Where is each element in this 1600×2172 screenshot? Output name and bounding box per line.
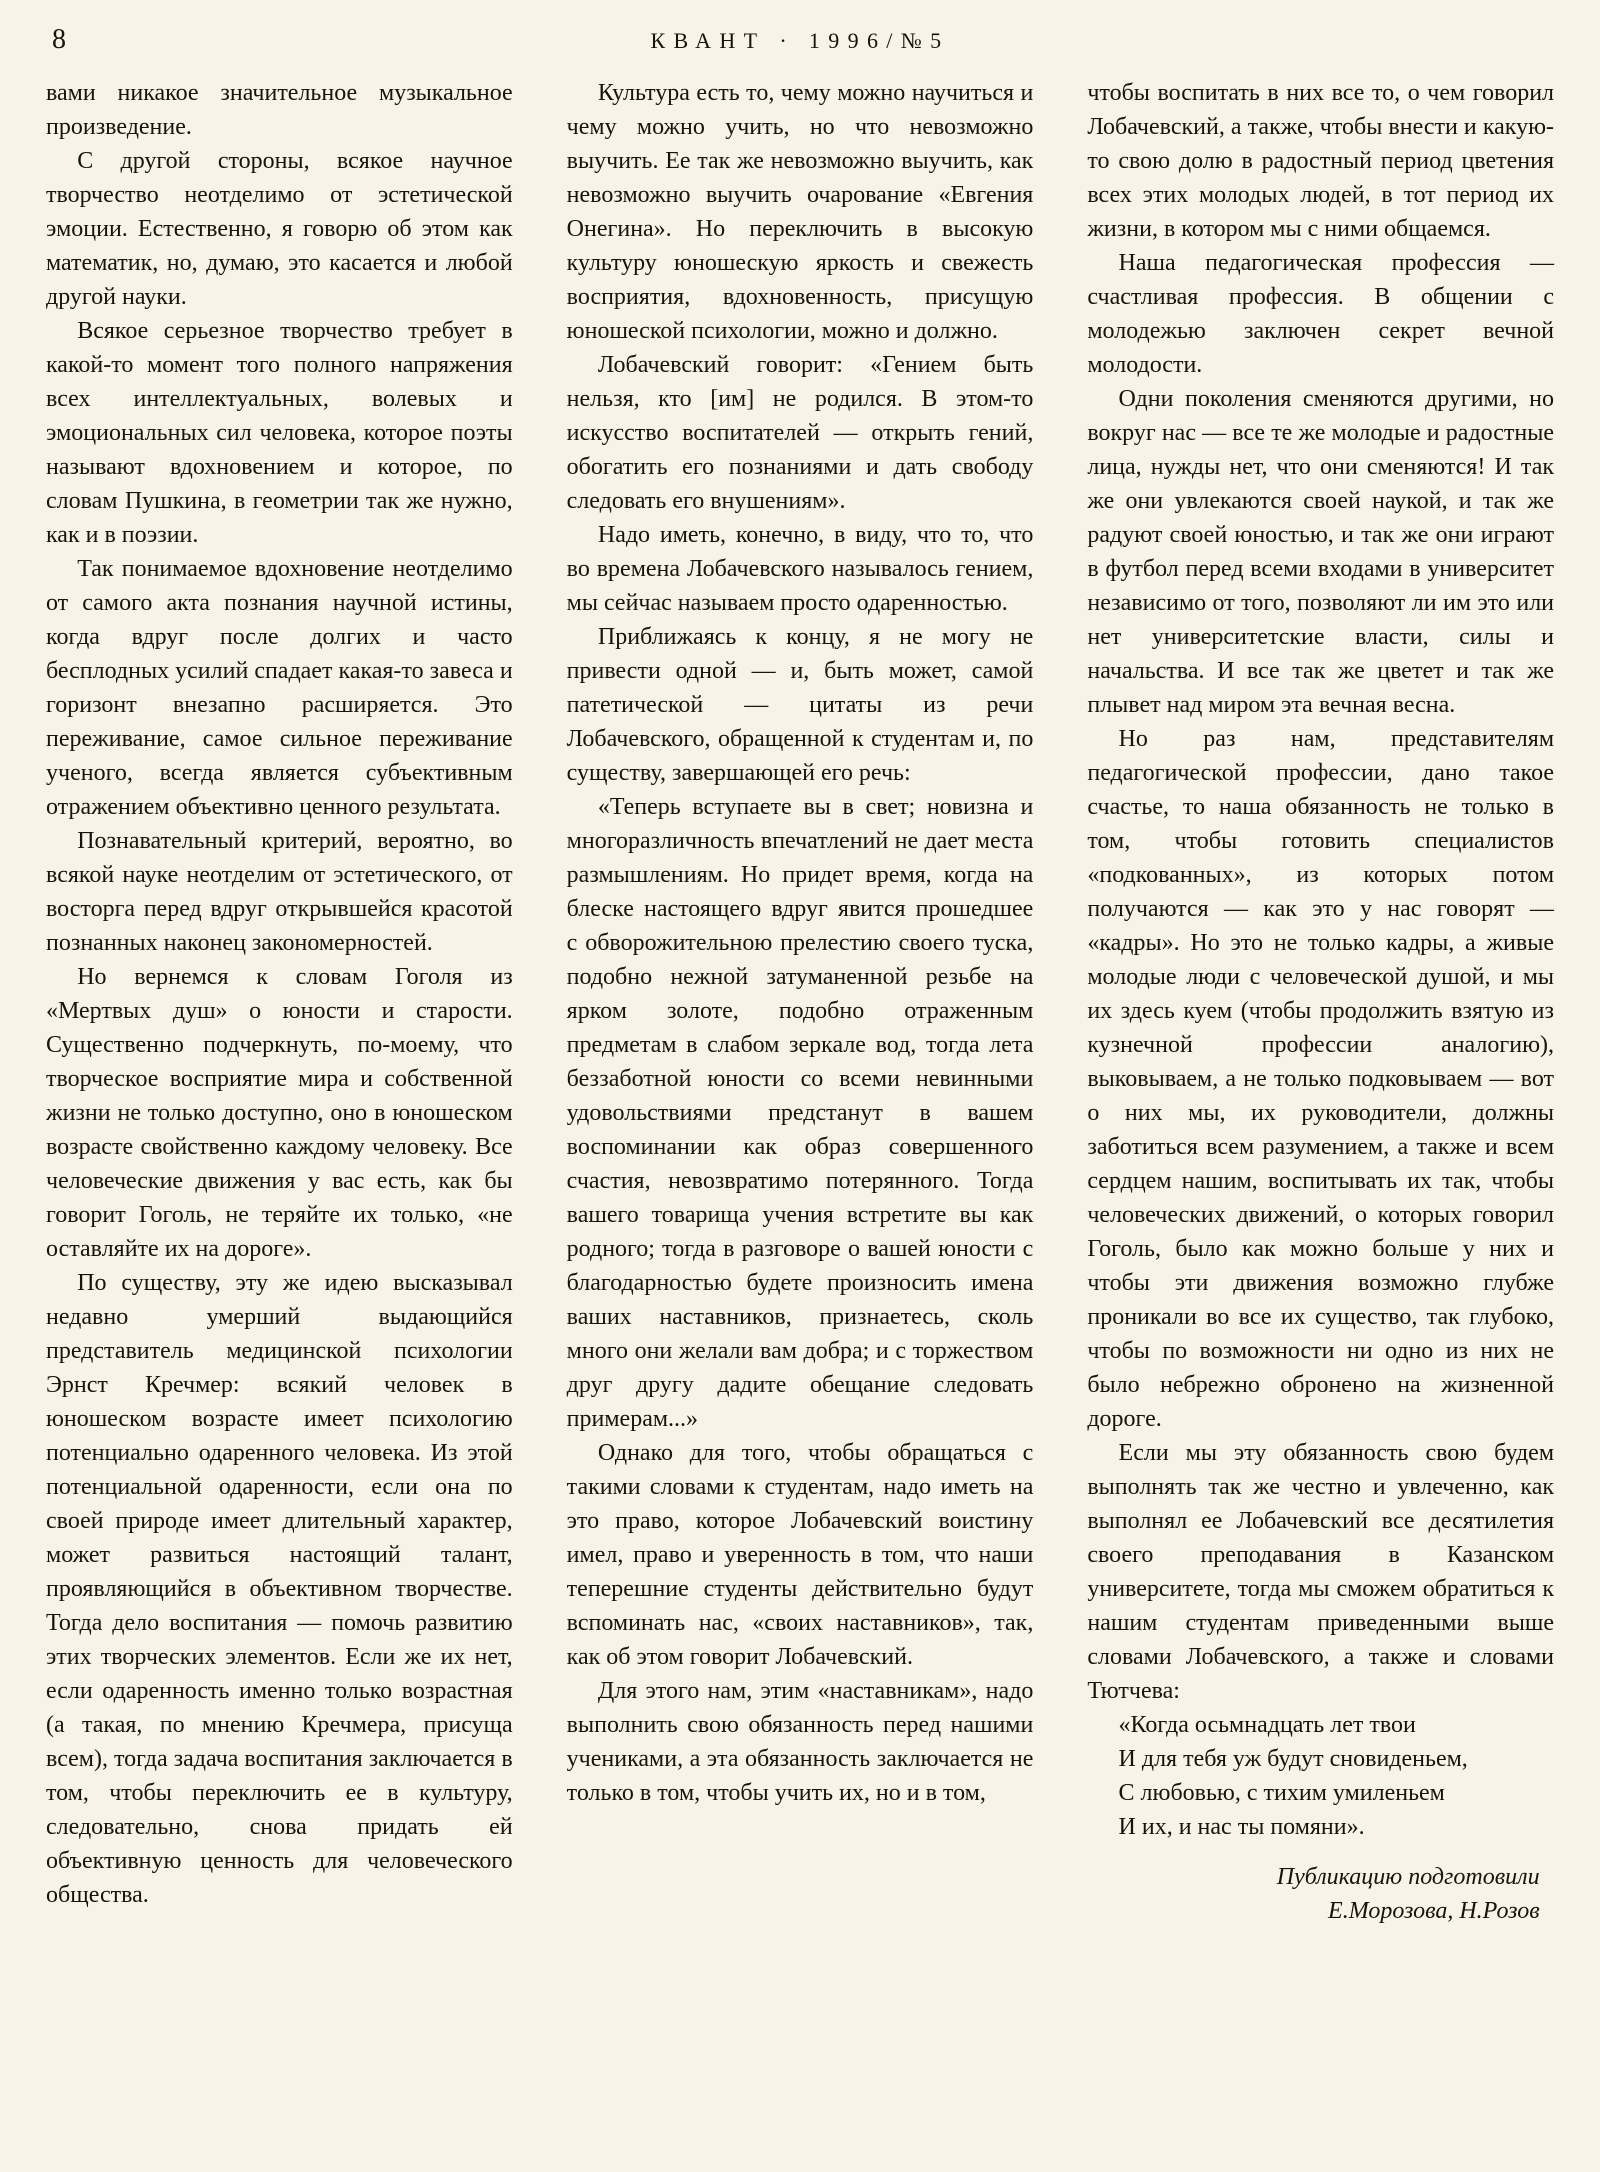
poem-line: С любовью, с тихим умиленьем [1118,1780,1445,1806]
paragraph: Но вернемся к словам Гоголя из «Мертвых душ» о юности и старости. Существенно подчеркнуть, по-моему, что творческое восприятие мира и собственной жизни не только доступно, оно в юношеском возрасте свойственно каждому человеку. Все человеческие движения у вас есть, как бы говорит Гоголь, не теряйте их только, «не оставляйте их на дороге». [46,964,513,1262]
paragraph: Всякое серьезное творчество требует в какой-то момент того полного напряжения всех интеллектуальных, волевых и эмоциональных сил человека, которое поэты называют вдохновением и которое, по словам Пушкина, в геометрии так же нужно, как и в поэзии. [46,318,513,548]
column-3 [1087,76,1554,1928]
paragraph: Для этого нам, этим «наставникам», надо выполнить свою обязанность перед нашими учениками, а эта обязанность заключается не только в том, чтобы учить их, но и в том, [566,1678,1034,1806]
journal-title: КВАНТ · 1996/№5 [650,28,950,53]
paragraph: Однако для того, чтобы обращаться с такими словами к студентам, надо иметь на это право, которое Лобачевский воистину имел, право и уверенность в том, что наши теперешние студенты действительно будут вспоминать нас, «своих наставников», так, как об этом говорит Лобачевский. [566,1440,1034,1670]
article-body [46,76,1554,1928]
paragraph: По существу, эту же идею высказывал недавно умерший выдающийся представитель медицинской психологии Эрнст Кречмер: всякий человек в юношеском возрасте имеет психологию потенциально одаренного человека. Из этой потенциальной одаренности, если она по своей природе имеет длительный характер, может развиться настоящий талант, проявляющийся в объективном творчестве. Тогда дело воспитания — помочь развитию этих творческих элементов. Если же их нет, если одаренность именно только возрастная (а такая, по мнению Кречмера, присуща всем), тогда задача воспитания заключается в том, чтобы переключить ее в культуру, следовательно, снова придать ей объективную ценность для человеческого общества. [46,1270,513,1908]
paragraph: Но раз нам, представителям педагогической профессии, дано такое счастье, то наша обязанность не только в том, чтобы готовить специалистов «подкованных», из которых потом получаются — как это у нас говорят — «кадры». Но это не только кадры, а живые молодые люди с человеческой душой, и мы их здесь куем (чтобы продолжить взятую из кузнечной профессии аналогию), выковываем, а не только подковываем — вот о них мы, их руководители, должны заботиться всем разумением, а также и всем сердцем нашим, воспитывать их так, чтобы человеческих движений, о которых говорил Гоголь, было как можно больше у них и чтобы эти движения возможно глубже проникали во все их существо, так глубоко, чтобы по возможности ни одно из них не было небрежно обронено на жизненной дороге. [1087,726,1555,1432]
poem-quote [1119,1708,1554,1844]
page-number: 8 [52,24,66,55]
column-2 [567,76,1034,1810]
paragraph: «Теперь вступаете вы в свет; новизна и многоразличность впечатлений не дает места размышлениям. Но придет время, когда на блеске настоящего вдруг явится прошедшее с обворожительною прелестию своего туска, подобно нежной затуманенной резьбе на ярком золоте, подобно отраженным предметам в слабом зеркале вод, тогда лета беззаботной юности со всеми невинными удовольствиями предстанут в вашем воспоминании как образ совершенного счастия, невозвратимо потерянного. Тогда вашего товарища учения встретите вы как родного; тогда в разговоре о вашей юности с благодарностью будете произносить имена ваших наставников, признаетесь, сколь много они желали вам добра; и с торжеством друг другу дадите обещание следовать примерам...» [566,794,1034,1432]
paragraph: Одни поколения сменяются другими, но вокруг нас — все те же молодые и радостные лица, нужды нет, что они сменяются! И так же они увлекаются своей наукой, и так же радуют своей юностью, и так же они играют в футбол перед всеми входами в университет независимо от того, позволяют ли им это или нет университетские власти, силы и начальства. И все так же цветет и так же плывет над миром эта вечная весна. [1087,386,1555,718]
paragraph: Приближаясь к концу, я не могу не привести одной — и, быть может, самой патетической — цитаты из речи Лобачевского, обращенной к студентам и, по существу, завершающей его речь: [566,624,1034,786]
paragraph: вами никакое значительное музыкальное произведение. [46,80,513,140]
paragraph: С другой стороны, всякое научное творчество неотделимо от эстетической эмоции. Естественно, я говорю об этом как математик, но, думаю, это касается и любой другой науки. [46,148,513,310]
attribution-line: Публикацию подготовили [1276,1864,1540,1890]
attribution [1087,1860,1554,1928]
paragraph: Лобачевский говорит: «Гением быть нельзя, кто [им] не родился. В этом-то искусство воспитателей — открыть гений, обогатить его познаниями и дать свободу следовать его внушениям». [566,352,1034,514]
column-1 [46,76,513,1912]
paragraph: Так понимаемое вдохновение неотделимо от самого акта познания научной истины, когда вдруг после долгих и часто бесплодных усилий спадает какая-то завеса и горизонт внезапно расширяется. Это переживание, самое сильное переживание ученого, всегда является субъективным отражением объективно ценного результата. [46,556,513,820]
paragraph: Познавательный критерий, вероятно, во всякой науке неотделим от эстетического, от восторга перед вдруг открывшейся красотой познанных наконец закономерностей. [46,828,513,956]
paragraph: Если мы эту обязанность свою будем выполнять так же честно и увлеченно, как выполнял ее Лобачевский все десятилетия своего преподавания в Казанском университете, тогда мы сможем обратиться к нашим студентам приведенными выше словами Лобачевского, а также и словами Тютчева: [1087,1440,1555,1704]
poem-line: И для тебя уж будут сновиденьем, [1118,1746,1468,1772]
page-header [46,22,1554,68]
paragraph: Надо иметь, конечно, в виду, что то, что во времена Лобачевского называлось гением, мы сейчас называем просто одаренностью. [566,522,1034,616]
poem-line: И их, и нас ты помяни». [1118,1814,1365,1840]
poem-line: «Когда осьмнадцать лет твои [1118,1712,1416,1738]
paragraph: Культура есть то, чему можно научиться и чему можно учить, но что невозможно выучить. Ее так же невозможно выучить, как невозможно выучить очарование «Евгения Онегина». Но переключить в высокую культуру юношескую яркость и свежесть восприятия, вдохновенность, присущую юношеской психологии, можно и должно. [566,80,1034,344]
paragraph: чтобы воспитать в них все то, о чем говорил Лобачевский, а также, чтобы внести и какую-то свою долю в радостный период цветения всех этих молодых людей, в тот период их жизни, в котором мы с ними общаемся. [1087,80,1555,242]
attribution-line: Е.Морозова, Н.Розов [1328,1898,1540,1924]
paragraph: Наша педагогическая профессия — счастливая профессия. В общении с молодежью заключен секрет вечной молодости. [1087,250,1555,378]
